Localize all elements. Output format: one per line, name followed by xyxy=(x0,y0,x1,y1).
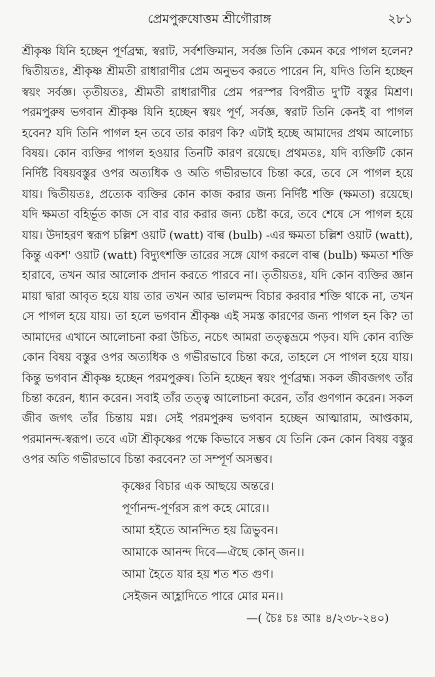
verse-block xyxy=(22,475,413,607)
paragraph: শ্রীকৃষ্ণ যিনি হচ্ছেন পূর্ণব্রহ্ম, স্বরাট, সর্বশক্তিমান, সর্বজ্ঞ তিনি কেমন করে পাগল হলেন? দ্বিতীয়তঃ, শ্রীকৃষ্ণ শ্রীমতী রাধারাণীর প্রেম অনুভব করতে পারেন নি, যদিও তিনি হচ্ছেন স্বয়ং সর্বজ্ঞ। তৃতীয়তঃ, শ্রীমতী রাধারাণীর প্রেম পরস্পর বিপরীত দু'টি বস্তুর মিশ্রণ। পরমপুরুষ ভগবান শ্রীকৃষ্ণ যিনি হচ্ছেন স্বয়ং পূর্ণ, সর্বজ্ঞ, স্বরাট তিনি কেনই বা পাগল হবেন? যদি তিনি পাগল হন তবে তার কারণ কি? এটাই হচ্ছে আমাদের প্রথম আলোচ্য বিষয়। কোন ব্যক্তির পাগল হওয়ার তিনটি কারণ রয়েছে। প্রথমতঃ, যদি ব্যক্তিটি কোন নির্দিষ্ট বিষয়বস্তুর ওপর অত্যধিক ও অতি গভীরভাবে চিন্তা করে, তবে সে পাগল হয়ে যায়। দ্বিতীয়তঃ, প্রত্যেক ব্যক্তির কোন কাজ করার জন্য নির্দিষ্ট শক্তি (ক্ষমতা) রয়েছে। যদি ক্ষমতা বহির্ভূত কাজ সে বার বার করার জন্য চেষ্টা করে, তবে শেষে সে পাগল হয়ে যায়। উদাহরণ স্বরূপ চল্লিশ ওয়াট (watt) বাল্ব (bulb) -এর ক্ষমতা চল্লিশ ওয়াট (watt), কিন্তু একশ' ওয়াট (watt) বিদ্যুৎশক্তি তারের সঙ্গে যোগ করলে বাল্ব (bulb) ক্ষমতা শক্তি হারাবে, তখন আর আলোক প্রদান করতে পারবে না। তৃতীয়তঃ, যদি কোন ব্যক্তির জ্ঞান মায়া দ্বারা আবৃত হয়ে যায় তার তখন আর ভালমন্দ বিচার করবার শক্তি থাকে না, তখন সে পাগল হয়ে যায়। তা হলে ভগবান শ্রীকৃষ্ণ এই সমস্ত কারণের জন্য পাগল হন কি? তা আমাদের এখানে আলোচনা করা উচিত, নচেৎ আমরা তত্ত্বভ্রমে পড়ব। যদি কোন ব্যক্তি কোন বিষয় বস্তুর ওপর অত্যধিক ও গভীরভাবে চিন্তা করে, তাহলে সে পাগল হয়ে যায়। কিন্তু ভগবান শ্রীকৃষ্ণ হচ্ছেন পরমপুরুষ। তিনি হচ্ছেন স্বয়ং পূর্ণব্রহ্ম। সকল জীবজগৎ তাঁর চিন্তা করেন, ধ্যান করেন। সবাই তাঁর তত্ত্ব আলোচনা করেন, তাঁর গুণগান করেন। সকল জীব জগৎ তাঁর চিন্তায় মগ্ন। সেই পরমপুরুষ ভগবান হচ্ছেন আত্মারাম, আপ্তকাম, পরমানন্দ-স্বরূপ। তবে এটা শ্রীকৃষ্ণের পক্ষে কিভাবে সম্ভব যে তিনি কেন কোন বিষয় বস্তুর ওপর অতি গভীরভাবে চিন্তা করবেন? তা সম্পূর্ণ অসম্ভব। xyxy=(22,45,413,467)
verse-line: আমা হইতে আনন্দিত হয় ত্রিভুবন। xyxy=(122,522,279,537)
verse-citation: —( চৈঃ চঃ আঃ ৪/২৩৮-২৪০) xyxy=(246,610,389,625)
running-title: প্রেমপুরুষোত্তম শ্রীগৌরাঙ্গ xyxy=(147,11,272,26)
page-header xyxy=(22,10,413,36)
verse-line: সেইজন আহ্লাদিতে পারে মোর মন।। xyxy=(122,588,284,603)
verse-line: পূর্ণানন্দ-পূর্ণরস রূপ কহে মোরে।। xyxy=(122,500,270,515)
verse-line: কৃষ্ণের বিচার এক আছয়ে অন্তরে। xyxy=(122,478,274,493)
verse-line: আমাকে আনন্দ দিবে—ঐছে কোন্‌ জন।। xyxy=(122,544,305,559)
page-number: ২৮১ xyxy=(387,12,413,27)
verse-line: আমা হৈতে যার হয় শত শত গুণ। xyxy=(122,566,274,581)
body-text xyxy=(22,42,413,471)
